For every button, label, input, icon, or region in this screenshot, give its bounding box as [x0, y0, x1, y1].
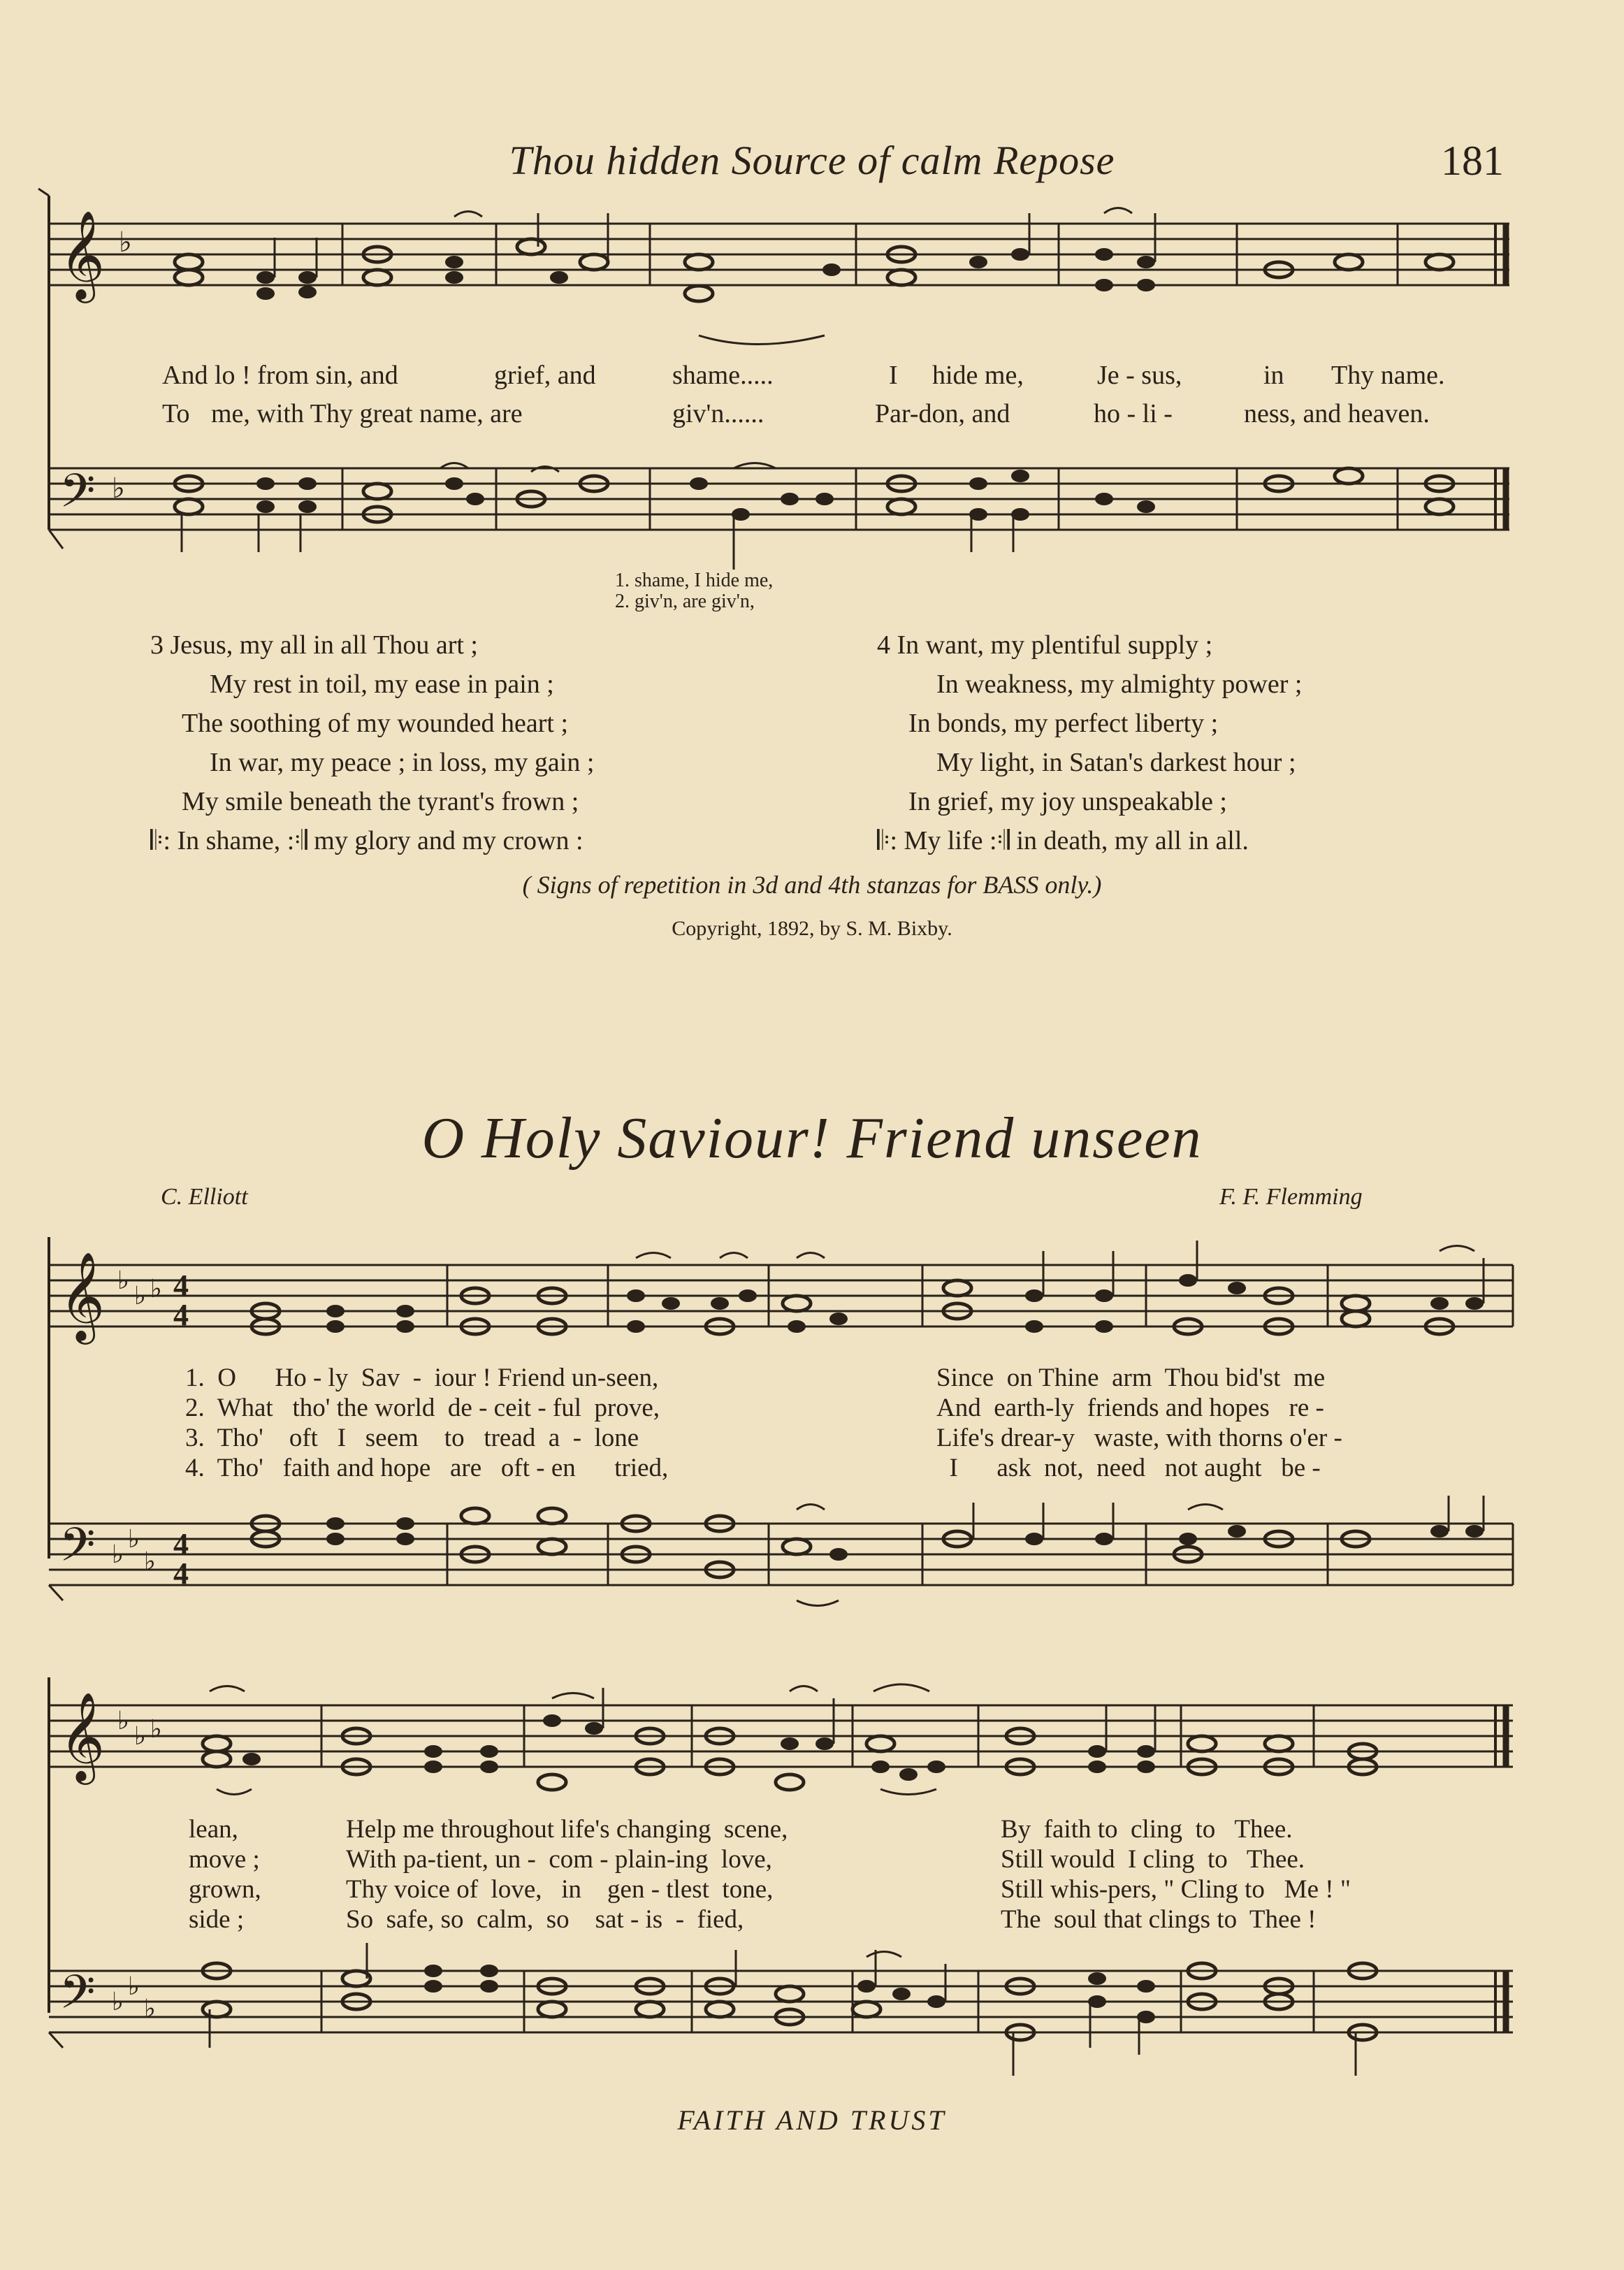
- verse-line: move ;: [189, 1845, 260, 1874]
- stanza-3-line: The soothing of my wounded heart ;: [182, 709, 569, 738]
- verse-line: Still would I cling to Thee.: [1001, 1845, 1305, 1874]
- hymn1-lyric-2a: To: [162, 399, 190, 428]
- hymn2-verses-a: [185, 1363, 668, 1483]
- hymn1-lyric-1a: And lo ! from sin, and: [162, 361, 398, 390]
- stanza-4-line: In bonds, my perfect liberty ;: [908, 709, 1219, 738]
- verse-line: By faith to cling to Thee.: [1001, 1815, 1293, 1844]
- stanza-4-line: In weakness, my almighty power ;: [936, 670, 1303, 699]
- hymn2-verses-b: [936, 1363, 1342, 1483]
- verse-line: Life's drear-y waste, with thorns o'er -: [936, 1424, 1342, 1452]
- hymn1-lyric-2c: giv'n......: [672, 399, 764, 428]
- svg-text:♭: ♭: [144, 1547, 156, 1575]
- stanza-3-line: My rest in toil, my ease in pain ;: [210, 670, 554, 699]
- hymn1-footnote-1: 1. shame, I hide me,: [615, 570, 774, 591]
- verse-line: So safe, so calm, so sat - is - fied,: [346, 1905, 744, 1934]
- verse-line: Still whis-pers, " Cling to Me ! ": [1001, 1875, 1351, 1904]
- verse-line: side ;: [189, 1905, 245, 1934]
- verse-line: Thy voice of love, in gen - tlest tone,: [346, 1875, 774, 1904]
- verse-line: With pa-tient, un - com - plain-ing love,: [346, 1845, 772, 1874]
- svg-text:4: 4: [173, 1268, 189, 1303]
- verse-line: Since on Thine arm Thou bid'st me: [936, 1364, 1326, 1392]
- hymn2-system2-bass-staff: [0, 1943, 1624, 2090]
- svg-text:♭: ♭: [119, 226, 132, 258]
- hymn2-title: O Holy Saviour! Friend unseen: [421, 1106, 1203, 1171]
- verse-line: I ask not, need not aught be -: [936, 1454, 1321, 1482]
- hymn2-composer: F. F. Flemming: [1219, 1184, 1363, 1210]
- stanza-4-line: 4 In want, my plentiful supply ;: [877, 630, 1213, 660]
- svg-text:♭: ♭: [144, 1995, 156, 2023]
- verse-line: Help me throughout life's changing scene,: [346, 1815, 788, 1844]
- verse-line: 3. Tho' oft I seem to tread a - lone: [185, 1424, 639, 1452]
- hymn1-lyric-1b: grief, and: [494, 361, 596, 390]
- hymn1-bass-staff: [0, 447, 1624, 580]
- svg-text:𝄢: 𝄢: [59, 1518, 96, 1583]
- hymn2-verses-c: [189, 1814, 261, 1935]
- page-number: 181: [1441, 138, 1504, 184]
- hymn2-verses-d: [346, 1814, 788, 1935]
- hymn2-author: C. Elliott: [161, 1184, 248, 1210]
- svg-text:4: 4: [173, 1298, 189, 1332]
- stanza-3-line: My smile beneath the tyrant's frown ;: [182, 787, 579, 816]
- stanza-4-line: My light, in Satan's darkest hour ;: [936, 748, 1296, 777]
- verse-line: The soul that clings to Thee !: [1001, 1905, 1317, 1934]
- hymn1-lyric-2b: me, with Thy great name, are: [211, 399, 523, 428]
- hymn2-system2-treble-staff: [0, 1677, 1624, 1817]
- hymn1-lyric-1f: Je - sus,: [1097, 361, 1182, 390]
- svg-text:4: 4: [173, 1556, 189, 1591]
- copyright: Copyright, 1892, by S. M. Bixby.: [672, 917, 952, 940]
- svg-text:♭: ♭: [128, 1972, 140, 2000]
- svg-text:♭: ♭: [128, 1525, 140, 1553]
- hymn1-lyric-2e: ho - li -: [1094, 399, 1173, 428]
- hymn1-lyric-1d: I: [889, 361, 898, 390]
- stanza-3-line: 3 Jesus, my all in all Thou art ;: [150, 630, 478, 660]
- verse-line: And earth-ly friends and hopes re -: [936, 1394, 1324, 1422]
- svg-text:♭: ♭: [117, 1707, 129, 1735]
- hymn1-lyric-1h: Thy name.: [1331, 361, 1445, 390]
- verse-line: 1. O Ho - ly Sav - iour ! Friend un-seen,: [185, 1364, 659, 1392]
- stanza-4-line: 𝄆: My life :𝄇 in death, my all in all.: [877, 826, 1249, 855]
- hymn1-footnote-2: 2. giv'n, are giv'n,: [615, 591, 755, 612]
- svg-text:𝄞: 𝄞: [59, 210, 106, 299]
- svg-text:𝄢: 𝄢: [59, 464, 96, 529]
- hymn2-system1-bass-staff: [0, 1496, 1624, 1635]
- verse-line: grown,: [189, 1875, 261, 1904]
- svg-text:𝄞: 𝄞: [59, 1691, 106, 1781]
- hymn1-lyric-1g: in: [1263, 361, 1284, 390]
- hymn1-lyric-2f: ness, and heaven.: [1244, 399, 1430, 428]
- svg-text:♭: ♭: [112, 472, 125, 504]
- stanza-3-line: 𝄆: In shame, :𝄇 my glory and my crown :: [150, 826, 583, 855]
- verse-line: 2. What tho' the world de - ceit - ful prove,: [185, 1394, 660, 1422]
- svg-text:𝄞: 𝄞: [59, 1251, 106, 1340]
- verse-line: 4. Tho' faith and hope are oft - en tried,: [185, 1454, 669, 1482]
- hymn1-treble-staff: [0, 203, 1624, 370]
- stanza-4-line: In grief, my joy unspeakable ;: [908, 787, 1227, 816]
- svg-text:♭: ♭: [150, 1275, 162, 1303]
- svg-text:♭: ♭: [112, 1988, 124, 2016]
- hymn1-lyric-1c: shame.....: [672, 361, 774, 390]
- hymn2-verses-e: [1001, 1814, 1351, 1935]
- page-footer-section: FAITH AND TRUST: [677, 2104, 947, 2136]
- hymn1-lyric-2d: Par-don, and: [875, 399, 1010, 428]
- stanza-4: [877, 626, 1302, 860]
- svg-text:♭: ♭: [150, 1715, 162, 1743]
- svg-text:𝄢: 𝄢: [59, 1965, 96, 2030]
- verse-line: lean,: [189, 1815, 238, 1844]
- svg-text:♭: ♭: [134, 1722, 146, 1750]
- svg-text:4: 4: [173, 1527, 189, 1561]
- svg-text:♭: ♭: [117, 1266, 129, 1294]
- page-header-title: Thou hidden Source of calm Repose: [509, 138, 1115, 183]
- svg-text:♭: ♭: [134, 1282, 146, 1310]
- hymn1-lyric-1e: hide me,: [932, 361, 1024, 390]
- svg-text:♭: ♭: [112, 1540, 124, 1568]
- stanza-3-line: In war, my peace ; in loss, my gain ;: [210, 748, 595, 777]
- repetition-note: ( Signs of repetition in 3d and 4th stanzas for BASS only.): [522, 871, 1102, 899]
- stanza-3: [150, 626, 594, 860]
